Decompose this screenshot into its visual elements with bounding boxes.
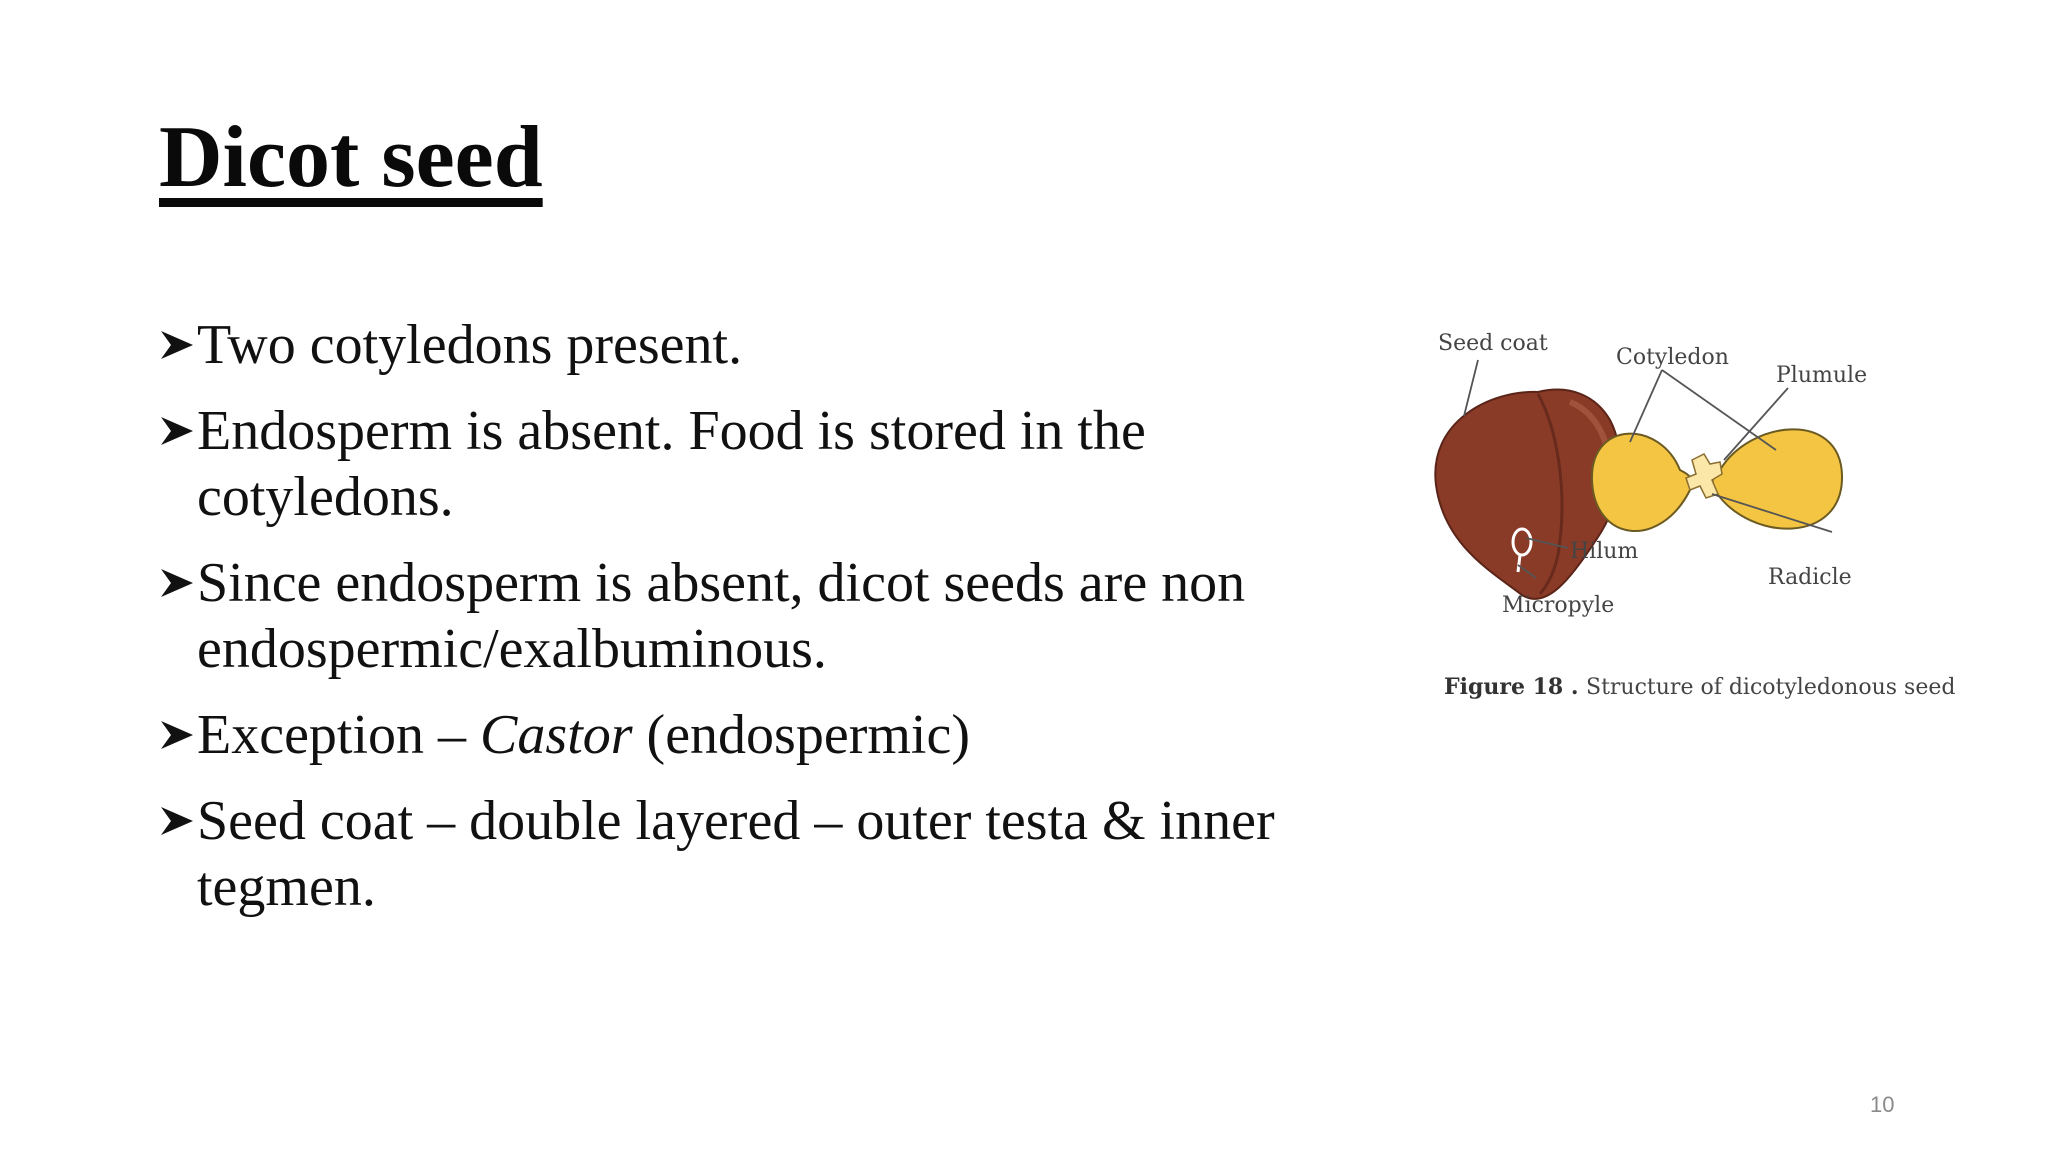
figure-caption-text: Structure of dicotyledonous seed: [1586, 675, 1956, 700]
bullet-text: Endosperm is absent. Food is stored in the cotyledons.: [197, 400, 1146, 528]
bullet-text-suffix: (endospermic): [632, 704, 970, 766]
arrow-bullet-icon: [159, 415, 197, 447]
seed-structure-figure: [1420, 310, 2020, 720]
arrow-bullet-icon: [159, 805, 197, 837]
whole-seed-illustration: [1435, 390, 1620, 599]
bullet-item: [159, 312, 1389, 378]
opened-seed-illustration: [1592, 429, 1842, 531]
label-plumule: Plumule: [1776, 363, 1868, 388]
label-hilum: Hilum: [1570, 539, 1639, 564]
embryo-shape: [1686, 454, 1722, 498]
bullet-text-italic: Castor: [480, 704, 633, 766]
slide-title: Dicot seed: [159, 109, 543, 206]
figure-caption-number: Figure 18 .: [1444, 674, 1579, 700]
bullet-item: [159, 550, 1389, 682]
page-number: 10: [1870, 1092, 1895, 1117]
bullet-item: [159, 398, 1389, 530]
label-seed-coat: Seed coat: [1438, 331, 1548, 356]
bullet-item: [159, 788, 1389, 920]
bullet-list: [159, 312, 1389, 940]
arrow-bullet-icon: [159, 719, 197, 751]
bullet-text-prefix: Exception –: [197, 704, 481, 766]
arrow-bullet-icon: [159, 567, 197, 599]
arrow-bullet-icon: [159, 329, 197, 361]
label-cotyledon: Cotyledon: [1616, 345, 1729, 370]
bullet-text: Since endosperm is absent, dicot seeds are non endospermic/exalbuminous.: [197, 552, 1246, 680]
label-radicle: Radicle: [1768, 565, 1852, 590]
cotyledon-left-shape: [1592, 434, 1692, 531]
label-micropyle: Micropyle: [1502, 593, 1615, 618]
seed-diagram: [1420, 310, 2020, 720]
bullet-text: Seed coat – double layered – outer testa & inner tegmen.: [197, 790, 1275, 918]
bullet-text: Two cotyledons present.: [197, 314, 743, 376]
bullet-item: [159, 702, 1389, 768]
